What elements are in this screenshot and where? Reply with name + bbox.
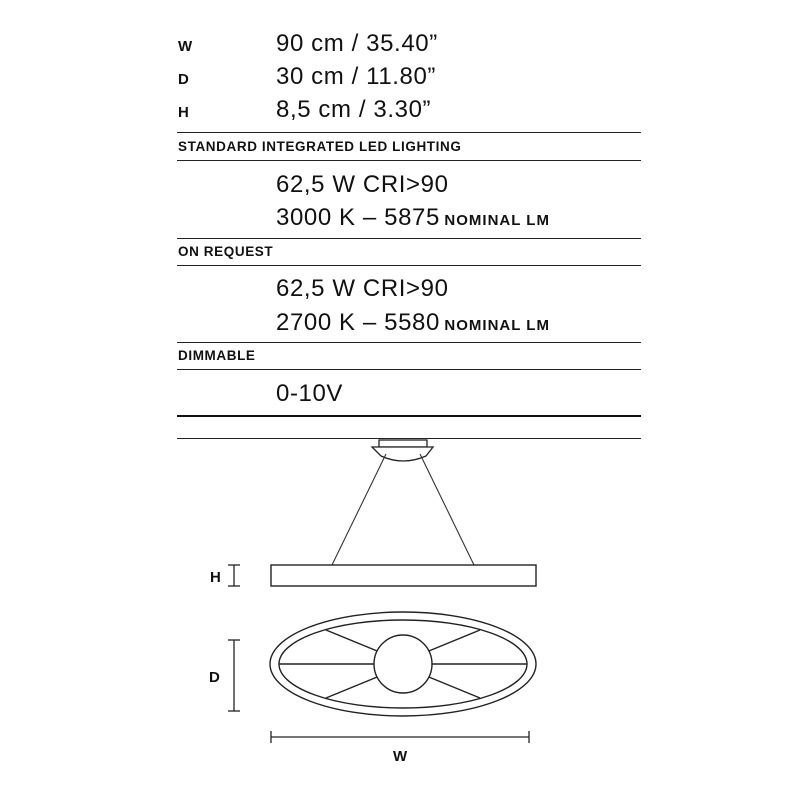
suspension-cables (332, 454, 474, 565)
drawing-label-d: D (209, 669, 220, 686)
ceiling-canopy (372, 440, 433, 461)
on-request-title: ON REQUEST (178, 244, 274, 259)
standard-power-cri: 62,5 W CRI>90 (276, 171, 449, 198)
height-dimension-marker (228, 565, 240, 586)
standard-temp-lumen-value: 3000 K – 5875 (276, 204, 440, 231)
height-key: H (178, 104, 190, 121)
standard-lighting-title: STANDARD INTEGRATED LED LIGHTING (178, 139, 462, 154)
height-value: 8,5 cm / 3.30” (276, 96, 432, 123)
dimmable-value: 0-10V (276, 380, 344, 407)
depth-value: 30 cm / 11.80” (276, 63, 437, 90)
width-value: 90 cm / 35.40” (276, 30, 438, 57)
depth-key: D (178, 71, 190, 88)
fixture-side-view (271, 565, 536, 586)
on-request-power-cri: 62,5 W CRI>90 (276, 275, 449, 302)
standard-lumen-unit: NOMINAL LM (444, 212, 550, 229)
on-request-temp-lumen-value: 2700 K – 5580 (276, 309, 440, 336)
dimmable-title: DIMMABLE (178, 348, 256, 363)
on-request-lumen-unit: NOMINAL LM (444, 317, 550, 334)
drawing-label-h: H (210, 569, 221, 586)
fixture-top-view (270, 612, 536, 716)
drawing-label-w: W (393, 748, 408, 765)
width-key: W (178, 38, 193, 55)
depth-dimension-marker (228, 640, 240, 711)
width-dimension-marker (271, 731, 529, 743)
